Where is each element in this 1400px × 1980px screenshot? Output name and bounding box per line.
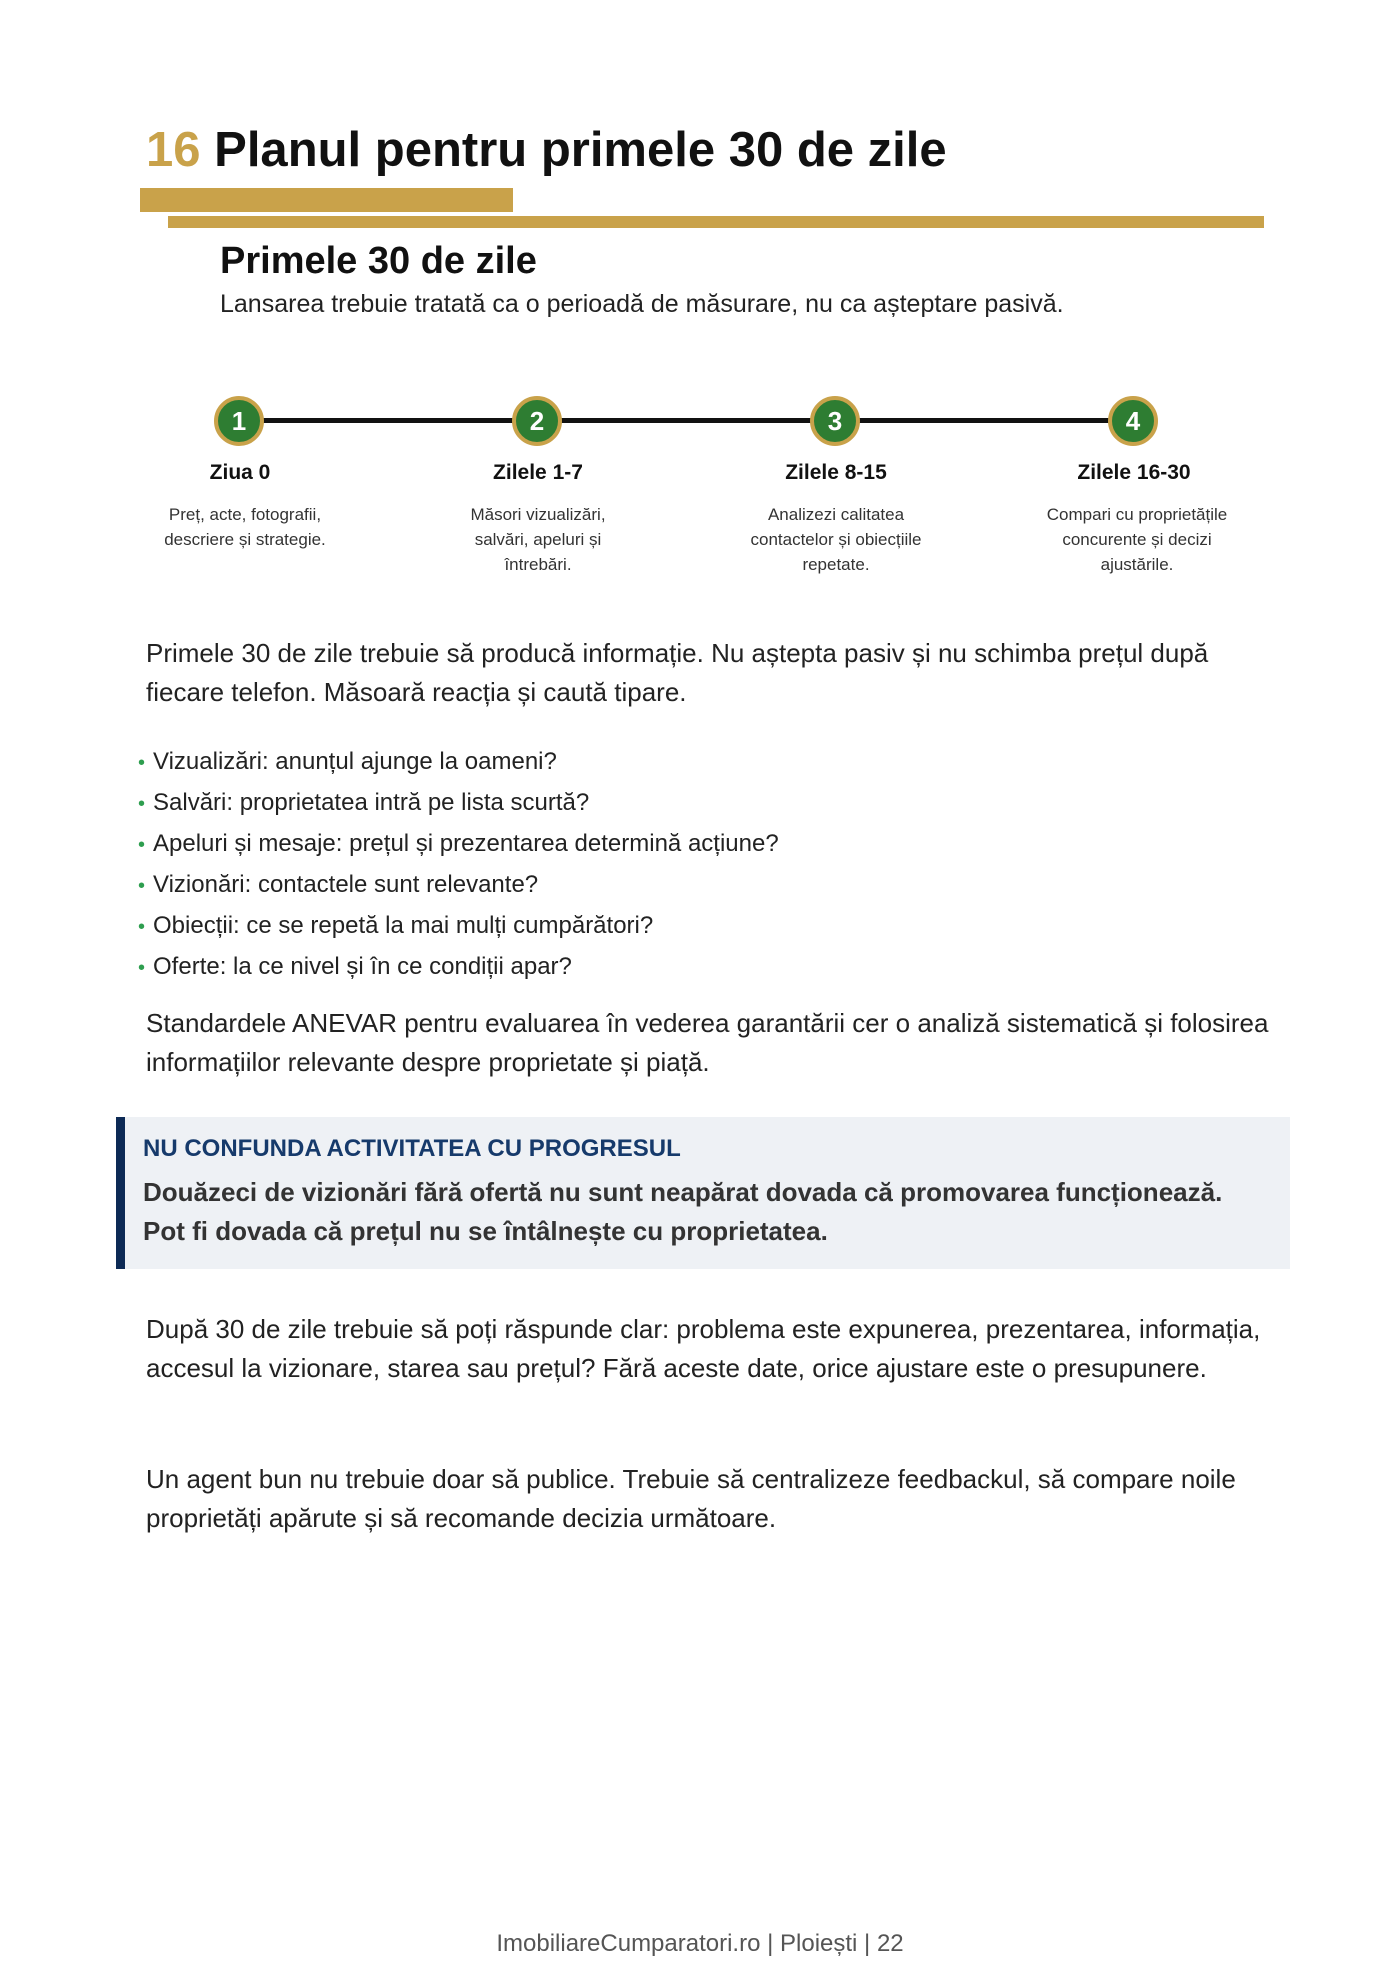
timeline-step-3-description: [731, 502, 941, 577]
title-underline-long: [168, 216, 1264, 228]
bullet-icon: •: [138, 957, 146, 979]
list-item-text: Obiecții: ce se repetă la mai mulți cumpărători?: [153, 912, 654, 939]
after-30-days-paragraph: După 30 de zile trebuie să poți răspunde clar: problema este expunerea, prezentarea, informația, accesul la vizionare, starea sau prețul? Fără aceste date, orice ajustare este o presupunere.: [146, 1314, 1261, 1383]
timeline-step-1-description: [140, 502, 350, 552]
timeline-step-2-description: [433, 502, 643, 577]
agent-paragraph: Un agent bun nu trebuie doar să publice. Trebuie să centralizeze feedbackul, să compare noile proprietăți apărute și să recomande decizia următoare.: [146, 1464, 1236, 1533]
metrics-checklist: [138, 742, 779, 988]
section-description: Lansarea trebuie tratată ca o perioadă de măsurare, nu ca așteptare pasivă.: [220, 290, 1064, 318]
bullet-icon: •: [138, 793, 146, 815]
timeline-step-1-marker: 1: [214, 396, 264, 446]
callout-box: [116, 1117, 1290, 1269]
bullet-icon: •: [138, 752, 146, 774]
intro-paragraph: Primele 30 de zile trebuie să producă informație. Nu aștepta pasiv și nu schimba prețul după fiecare telefon. Măsoară reacția și caută tipare.: [146, 638, 1209, 707]
list-item-text: Vizualizări: anunțul ajunge la oameni?: [153, 748, 557, 775]
timeline-step-3-description-line: repetate.: [802, 555, 870, 574]
timeline-step-4-description: [1022, 502, 1252, 577]
timeline-step-3-marker: 3: [810, 396, 860, 446]
list-item-text: Salvări: proprietatea intră pe lista scurtă?: [153, 789, 590, 816]
bullet-icon: •: [138, 834, 146, 856]
list-item: [138, 742, 779, 783]
list-item-text: Apeluri și mesaje: prețul și prezentarea determină acțiune?: [153, 830, 779, 857]
bullet-icon: •: [138, 875, 146, 897]
timeline-step-2-description-line: Măsori vizualizări,: [470, 505, 606, 524]
chapter-title: [146, 122, 947, 178]
list-item-text: Oferte: la ce nivel și în ce condiții apar?: [153, 953, 572, 980]
list-item-text: Vizionări: contactele sunt relevante?: [153, 871, 539, 898]
list-item: [138, 906, 779, 947]
timeline-step-1-description-line: Preț, acte, fotografii,: [168, 505, 322, 524]
chapter-title-text: Planul pentru primele 30 de zile: [214, 123, 947, 177]
timeline-step-3-title: Zilele 8-15: [785, 461, 887, 484]
timeline-step-1-description-line: descriere și strategie.: [164, 530, 326, 549]
timeline-step-3-description-line: Analizezi calitatea: [767, 505, 905, 524]
timeline-step-4-marker: 4: [1108, 396, 1158, 446]
timeline-step-4-description-line: ajustările.: [1100, 555, 1174, 574]
timeline-step-4-title: Zilele 16-30: [1077, 461, 1191, 484]
timeline-line: [240, 418, 1136, 423]
list-item: [138, 824, 779, 865]
list-item: [138, 865, 779, 906]
timeline-step-2-description-line: salvări, apeluri și: [474, 530, 602, 549]
bullet-icon: •: [138, 916, 146, 938]
timeline-step-2-marker: 2: [512, 396, 562, 446]
callout-body: Douăzeci de vizionări fără ofertă nu sunt neapărat dovada că promovarea funcționează. Pot fi dovada că prețul nu se întâlnește cu proprietatea.: [143, 1177, 1223, 1246]
chapter-number: 16: [146, 123, 201, 177]
callout-heading: NU CONFUNDA ACTIVITATEA CU PROGRESUL: [143, 1135, 681, 1162]
anevar-paragraph: Standardele ANEVAR pentru evaluarea în vederea garantării cer o analiză sistematică și folosirea informațiilor relevante despre proprietate și piață.: [146, 1008, 1269, 1077]
timeline-step-1-title: Ziua 0: [209, 461, 271, 484]
title-underline-short: [140, 188, 513, 212]
timeline-step-2-title: Zilele 1-7: [493, 461, 583, 484]
timeline-step-2-description-line: întrebări.: [504, 555, 572, 574]
timeline-step-3-description-line: contactelor și obiecțiile: [750, 530, 922, 549]
list-item: [138, 947, 779, 988]
timeline-step-4-description-line: concurente și decizi: [1062, 530, 1212, 549]
page-footer: ImobiliareCumparatori.ro | Ploiești | 22: [496, 1930, 904, 1957]
section-title: Primele 30 de zile: [220, 240, 537, 282]
list-item: [138, 783, 779, 824]
timeline-step-4-description-line: Compari cu proprietățile: [1046, 505, 1228, 524]
